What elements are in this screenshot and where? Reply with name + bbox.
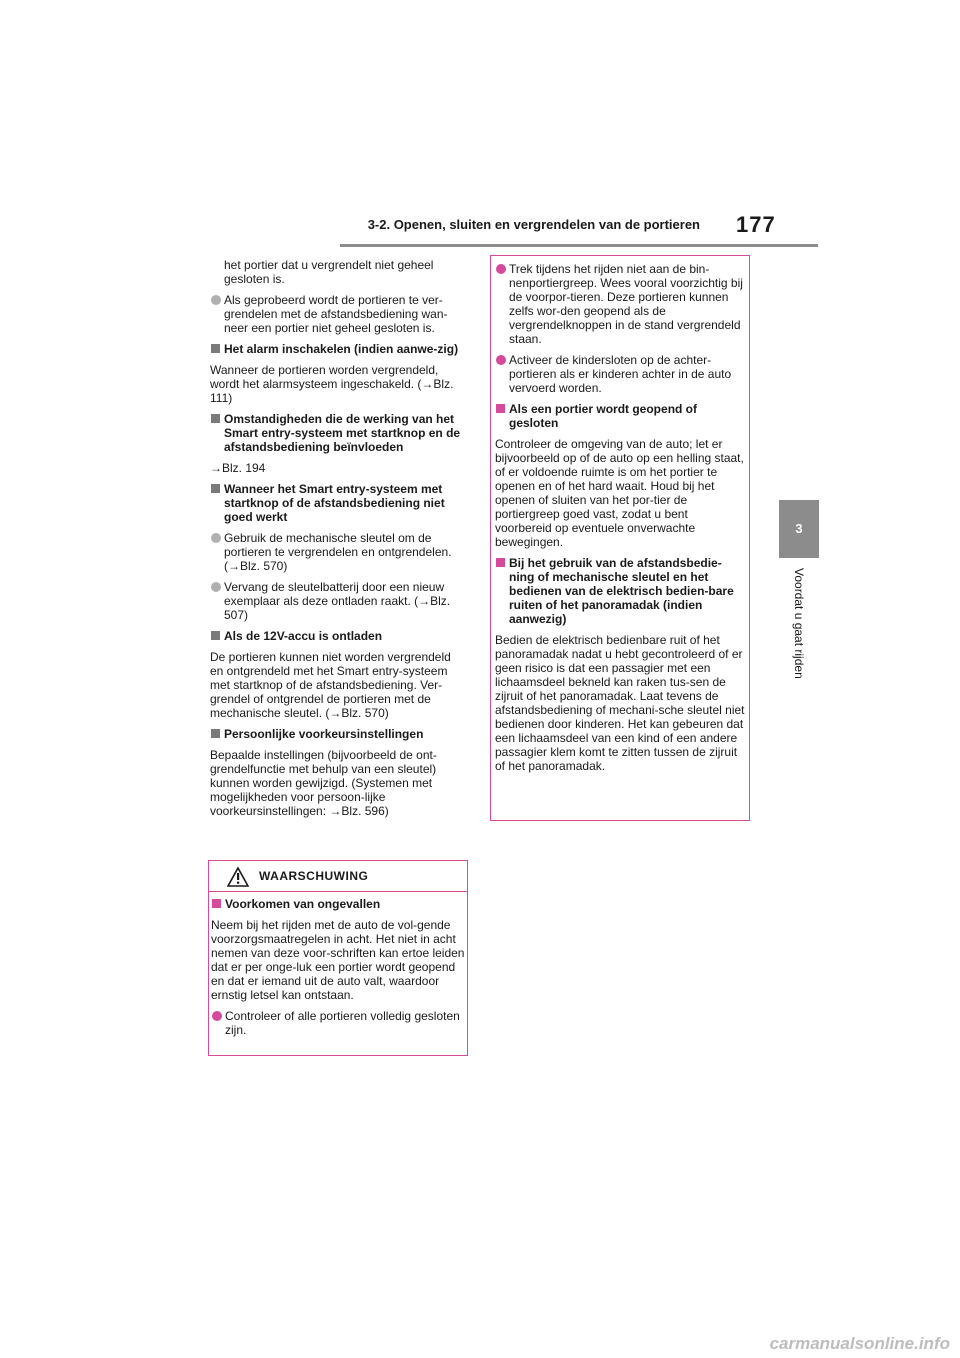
page-number: 177 bbox=[736, 212, 776, 237]
subheading-geopend: Als een portier wordt geopend of gesloten bbox=[495, 402, 745, 430]
bullet-item: Controleer of alle portieren volledig gesloten zijn. bbox=[211, 1009, 465, 1037]
watermark: carmanualsonline.info bbox=[769, 1334, 950, 1353]
chapter-title: Voordat u gaat rijden bbox=[792, 568, 806, 679]
paragraph-alarm: Wanneer de portieren worden vergrendeld, wordt het alarmsysteem ingeschakeld. (→Blz. 111) bbox=[210, 363, 454, 405]
warning-continued-body bbox=[495, 262, 745, 780]
bullet-item: Activeer de kindersloten op de achter-portieren als er kinderen achter in de auto vervoerd worden. bbox=[495, 353, 745, 395]
paragraph-geopend: Controleer de omgeving van de auto; let er bijvoorbeeld op of de auto op een helling staat, of er voldoende ruimte is om het portier te openen en of het hard waait. Houd bij het openen of sluiten van het por-tier de portiergreep goed vast, zodat u bent voorbereid op eventuele onverwachte bewegingen. bbox=[495, 437, 744, 549]
warning-header bbox=[209, 861, 467, 892]
warning-continued-box bbox=[490, 255, 750, 821]
paragraph-voorkomen: Neem bij het rijden met de auto de vol-gende voorzorgsmaatregelen in acht. Het niet in acht nemen van deze voor-schriften kan ertoe leiden dat er per onge-luk een portier wordt geopend en dat er iemand uit de auto valt, waardoor ernstig letsel kan ontstaan. bbox=[211, 918, 465, 1002]
header-rule bbox=[340, 244, 818, 247]
subheading-voorkomen: Voorkomen van ongevallen bbox=[211, 897, 465, 911]
bullet-item: Gebruik de mechanische sleutel om de portieren te vergrendelen en ontgrendelen. (→Blz. 570) bbox=[210, 531, 466, 573]
bullet-item: Vervang de sleutelbatterij door een nieuw exemplaar als deze ontladen raakt. (→Blz. 507) bbox=[210, 580, 466, 622]
continued-text: het portier dat u vergrendelt niet geheel gesloten is. bbox=[224, 258, 434, 286]
chapter-tab: 3 bbox=[779, 500, 819, 558]
paragraph-persoonlijk: Bepaalde instellingen (bijvoorbeeld de ont-grendelfunctie met behulp van een sleutel) kunnen worden gewijzigd. (Systemen met mogelijkheden voor persoon-lijke voorkeursinstellingen: →Blz. 596) bbox=[210, 748, 437, 818]
paragraph-afstandsbediening: Bedien de elektrisch bedienbare ruit of het panoramadak nadat u hebt gecontroleerd of er geen risico is dat een passagier met een lichaamsdeel bekneld kan raken tus-sen de zijruit of het panoramadak. Laat tevens de afstandsbediening of mechani-sche sleutel niet bedienen door kinderen. Het kan gebeuren dat een lichaamsdeel van een kind of een andere passagier klem komt te zitten tussen de zijruit of het panoramadak. bbox=[495, 633, 745, 773]
bullet-item: Als geprobeerd wordt de portieren te ver-grendelen met de afstandsbediening wan-neer een portier niet geheel gesloten is. bbox=[210, 293, 466, 335]
subheading-accu: Als de 12V-accu is ontladen bbox=[210, 629, 466, 643]
subheading-omstandigheden: Omstandigheden die de werking van het Smart entry-systeem met startknop en de afstandsbediening beïnvloeden bbox=[210, 412, 466, 454]
warning-title: WAARSCHUWING bbox=[259, 869, 369, 883]
subheading-alarm: Het alarm inschakelen (indien aanwe-zig) bbox=[210, 342, 466, 356]
bullet-item: Trek tijdens het rijden niet aan de bin-nenportiergreep. Wees vooral voorzichtig bij de voorpor-tieren. Deze portieren kunnen zelfs wor-den geopend als de vergrendelknoppen in de stand vergrendeld staan. bbox=[495, 262, 745, 346]
warning-box bbox=[208, 860, 468, 1056]
paragraph-omstandigheden: →Blz. 194 bbox=[210, 461, 266, 475]
warning-body bbox=[211, 897, 465, 1044]
left-column bbox=[210, 258, 466, 825]
warning-triangle-icon bbox=[227, 867, 249, 887]
subheading-afstandsbediening: Bij het gebruik van de afstandsbedie-ning of mechanische sleutel en het bedienen van de elektrisch bedien-bare ruiten of het panoramadak (indien aanwezig) bbox=[495, 556, 745, 626]
subheading-persoonlijk: Persoonlijke voorkeursinstellingen bbox=[210, 727, 466, 741]
paragraph-accu: De portieren kunnen niet worden vergrendeld en ontgrendeld met het Smart entry-systeem met startknop of de afstandsbediening. Ver-grendel of ontgrendel de portieren met de mechanische sleutel. (→Blz. 570) bbox=[210, 650, 451, 720]
section-title: 3-2. Openen, sluiten en vergrendelen van de portieren bbox=[367, 217, 700, 232]
subheading-wanneer: Wanneer het Smart entry-systeem met startknop of de afstandsbediening niet goed werkt bbox=[210, 482, 466, 524]
